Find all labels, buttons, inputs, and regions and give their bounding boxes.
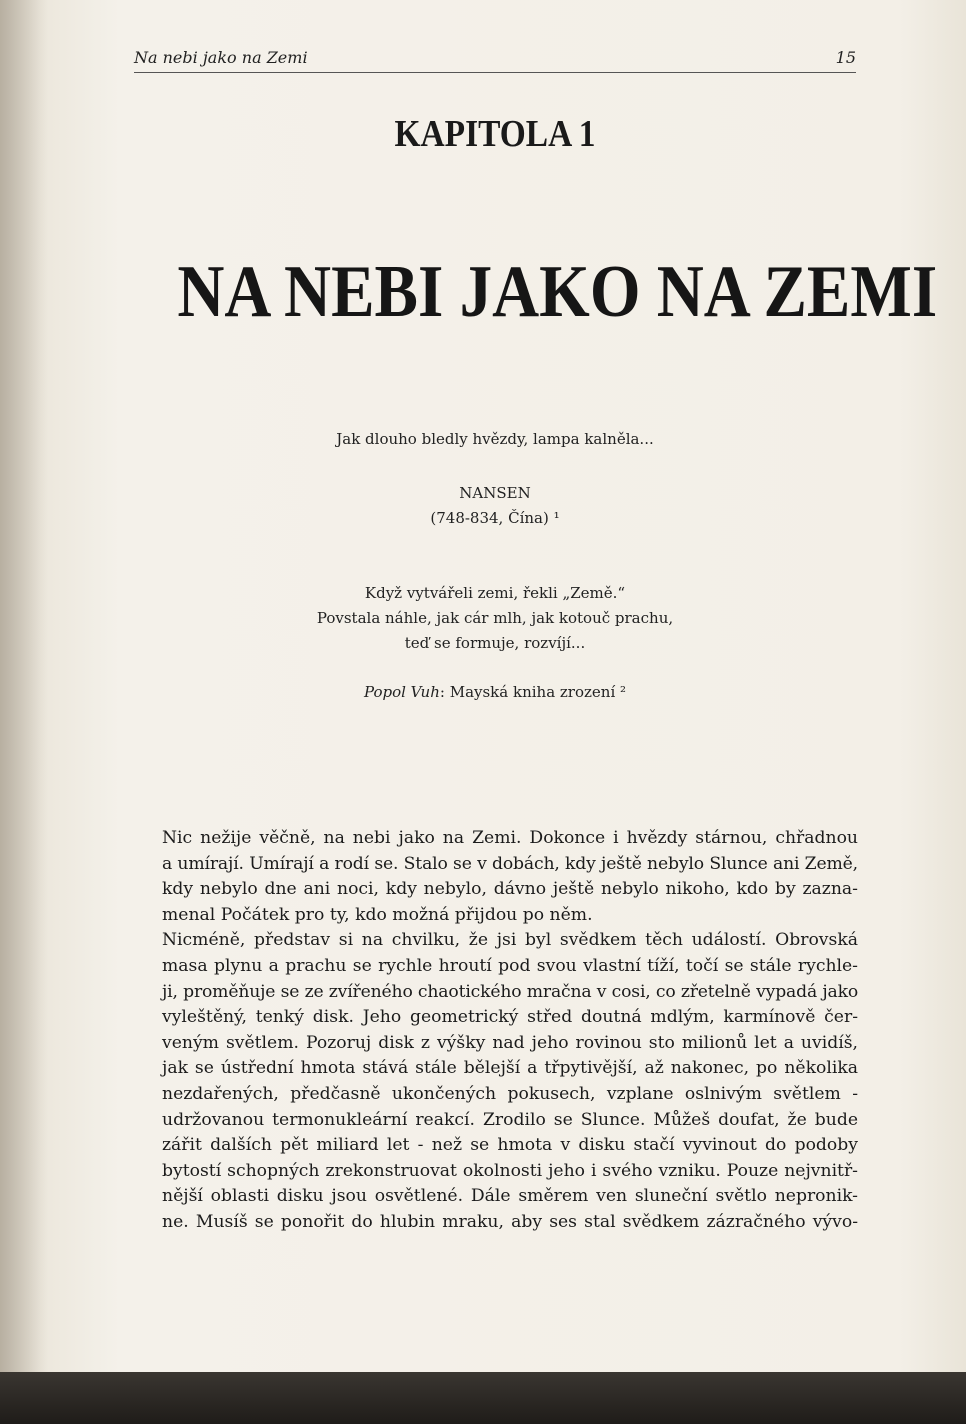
epigraph-2-source-rest: : Mayská kniha zrození ² — [439, 683, 627, 701]
epigraph-2-source — [134, 681, 856, 704]
running-head — [134, 46, 856, 73]
running-head-title: Na nebi jako na Zemi — [134, 48, 308, 67]
paragraph-2 — [162, 928, 858, 1235]
body-line: masa plynu a prachu se rychle hroutí pod svou vlastní tíží, točí se stále rychle- — [162, 955, 858, 976]
body-line: ne. Musíš se ponořit do hlubin mraku, aby ses stal svědkem zázračného vývo- — [162, 1211, 858, 1232]
body-line: zářit dalších pět miliard let - než se hmota v disku stačí vyvinout do podoby — [162, 1135, 858, 1156]
body-line: nější oblasti disku jsou osvětlené. Dále směrem ven sluneční světlo nepronik- — [162, 1186, 858, 1207]
body-line: vyleštěný, tenký disk. Jeho geometrický střed doutná mdlým, karmínově čer- — [162, 1007, 858, 1028]
epigraph-2-line-1: Když vytvářeli zemi, řekli „Země.“ — [364, 584, 626, 602]
body-line: veným světlem. Pozoruj disk z výšky nad jeho rovinou sto milionů let a uvidíš, — [162, 1032, 858, 1053]
body-line: a umírají. Umírají a rodí se. Stalo se v dobách, kdy ještě nebylo Slunce ani Země, — [162, 853, 858, 874]
body-line: nezdařených, předčasně ukončených pokusech, vzplane oslnivým světlem - — [162, 1083, 858, 1104]
body-line: kdy nebylo dne ani noci, kdy nebylo, dávno ještě nebylo nikoho, kdo by zazna- — [162, 879, 858, 900]
epigraph-1-author: NANSEN — [459, 484, 531, 502]
body-line: Nic nežije věčně, na nebi jako na Zemi. Dokonce i hvězdy stárnou, chřadnou — [162, 828, 858, 848]
body-text — [162, 826, 858, 1236]
body-line: menal Počátek pro ty, kdo možná přijdou po něm. — [162, 904, 593, 925]
epigraph-2-line-3: teď se formuje, rozvíjí... — [404, 634, 586, 652]
chapter-label: KAPITOLA 1 — [394, 113, 596, 155]
chapter-title: NA NEBI JAKO NA ZEMI — [177, 251, 938, 333]
body-line: bytostí schopných zrekonstruovat okolnosti jeho i svého vzniku. Pouze nejvnitř- — [162, 1160, 858, 1181]
epigraph-2-source-title: Popol Vuh — [363, 683, 440, 701]
scanner-bottom-edge — [0, 1372, 966, 1424]
epigraph-1-source: (748-834, Čína) ¹ — [430, 509, 560, 527]
body-line: jak se ústřední hmota stává stále bělejší a třpytivější, až nakonec, po několika — [162, 1058, 858, 1079]
body-line: udržovanou termonukleární reakcí. Zrodilo se Slunce. Můžeš doufat, že bude — [162, 1109, 858, 1130]
body-line: Nicméně, představ si na chvilku, že jsi byl svědkem těch událostí. Obrovská — [162, 930, 858, 951]
page-number: 15 — [835, 48, 856, 67]
body-line: ji, proměňuje se ze zvířeného chaotického mračna v cosi, co zřetelně vypadá jako — [162, 981, 859, 1002]
epigraph-1-line: Jak dlouho bledly hvězdy, lampa kalněla... — [336, 430, 654, 448]
epigraph-2-line-2: Povstala náhle, jak cár mlh, jak kotouč prachu, — [316, 609, 674, 627]
paragraph-1 — [162, 826, 858, 928]
spine-shadow — [0, 0, 48, 1372]
